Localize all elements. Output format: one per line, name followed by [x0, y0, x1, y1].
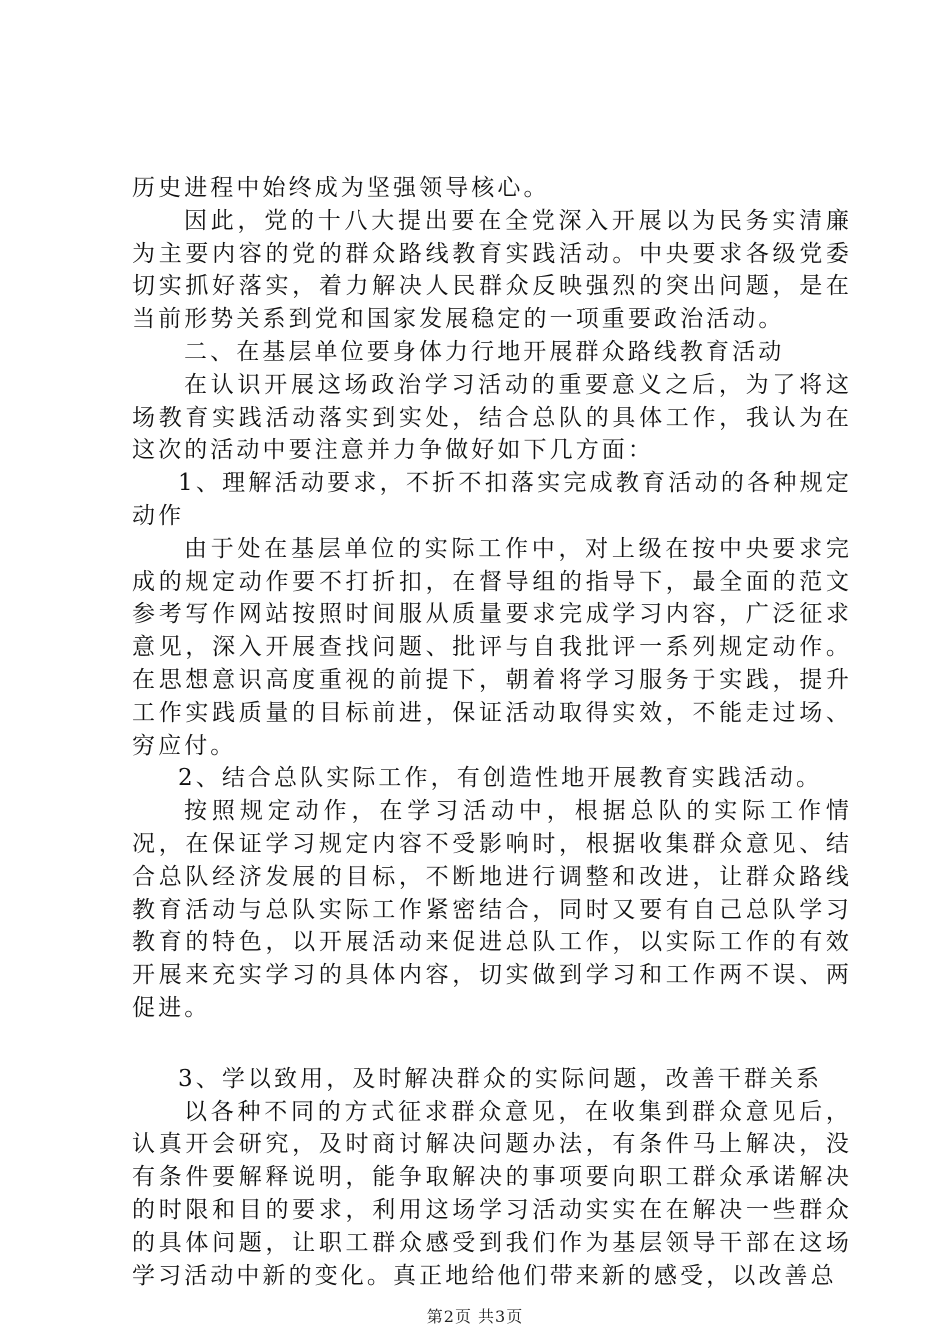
point-heading-two: 2、结合总队实际工作，有创造性地开展教育实践活动。 [178, 765, 823, 792]
point-heading-three: 3、学以致用，及时解决群众的实际问题，改善干群关系 [178, 1065, 823, 1092]
paragraph-continuation: 历史进程中始终成为坚强领导核心。 [132, 175, 550, 201]
page-number-footer: 第2页 共3页 [426, 1307, 524, 1326]
paragraph-point-one: 由于处在基层单位的实际工作中，对上级在按中央要求完成的规定动作要不打折扣，在督导组的指导下，最全面的范文参考写作网站按照时间服从质量要求完成学习内容，广泛征求意见，深入开展查找问题、批评与自我批评一系列规定动作。在思想意识高度重视的前提下，朝着将学习服务于实践，提升工作实践质量的目标前进，保证活动取得实效，不能走过场、穷应付。 [132, 535, 852, 759]
point-heading-one: 1、理解活动要求，不折不扣落实完成教育活动的各种规定动作 [132, 470, 852, 529]
paragraph-party-congress: 因此，党的十八大提出要在全党深入开展以为民务实清廉为主要内容的党的群众路线教育实践活动。中央要求各级党委切实抓好落实，着力解决人民群众反映强烈的突出问题，是在当前形势关系到党和国家发展稳定的一项重要政治活动。 [132, 207, 852, 333]
paragraph-spacer [132, 1025, 852, 1063]
paragraph-point-three: 以各种不同的方式征求群众意见，在收集到群众意见后，认真开会研究，及时商讨解决问题办法，有条件马上解决，没有条件要解释说明，能争取解决的事项要向职工群众承诺解决的时限和目的要求，利用这场学习活动实实在在解决一些群众的具体问题，让职工群众感受到我们作为基层领导干部在这场学习活动中新的变化。真正地给他们带来新的感受，以改善总 [132, 1098, 852, 1289]
paragraph-point-two: 按照规定动作，在学习活动中，根据总队的实际工作情况，在保证学习规定内容不受影响时，根据收集群众意见、结合总队经济发展的目标，不断地进行调整和改进，让群众路线教育活动与总队实际工作紧密结合，同时又要有自己总队学习教育的特色，以开展活动来促进总队工作，以实际工作的有效开展来充实学习的具体内容，切实做到学习和工作两不误、两促进。 [132, 798, 852, 1021]
document-body [132, 172, 852, 1292]
paragraph-intro: 在认识开展这场政治学习活动的重要意义之后，为了将这场教育实践活动落实到实处，结合总队的具体工作，我认为在这次的活动中要注意并力争做好如下几方面： [132, 371, 852, 464]
section-heading-two: 二、在基层单位要身体力行地开展群众路线教育活动 [184, 338, 785, 365]
